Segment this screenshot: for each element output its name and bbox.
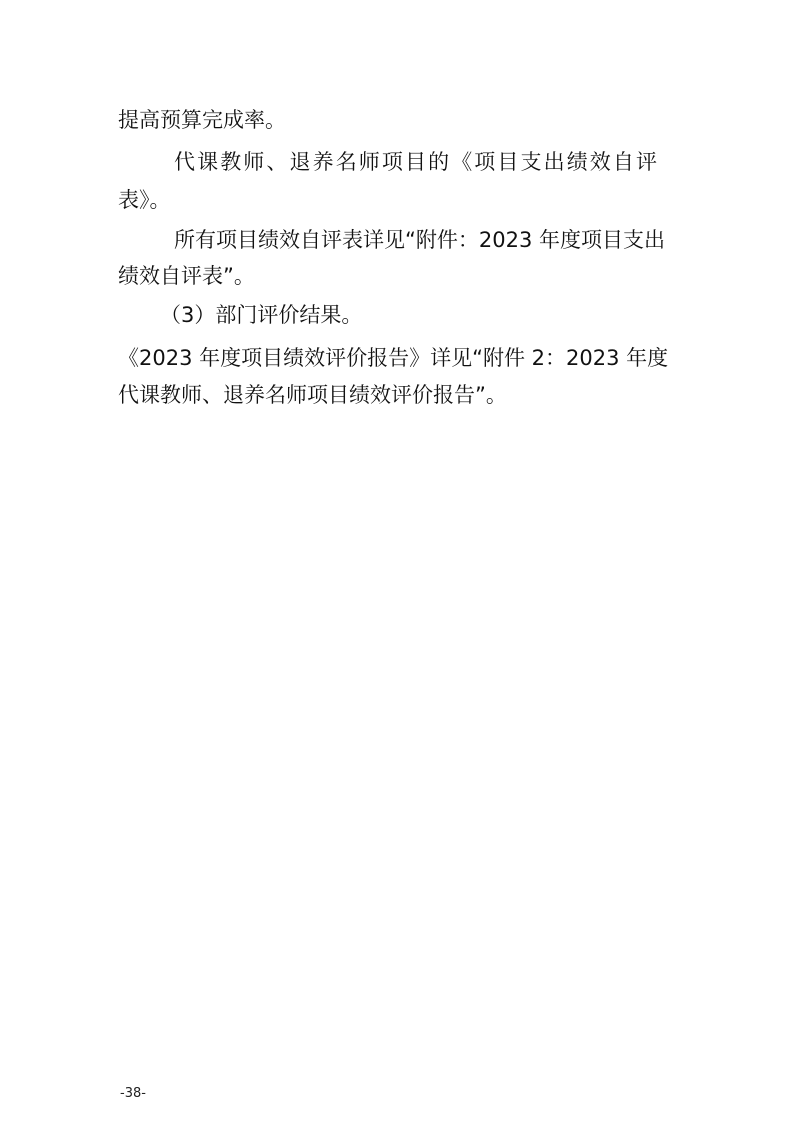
text-line: 提高预算完成率。: [118, 108, 286, 132]
text-line: 《2023 年度项目绩效评价报告》详见“附件 2：2023 年度: [118, 346, 669, 370]
page-number: -38-: [120, 1086, 146, 1101]
text-line: 所有项目绩效自评表详见“附件：2023 年度项目支出: [174, 228, 665, 252]
section-heading: （3）部门评价结果。: [160, 303, 363, 327]
text-line: 绩效自评表”。: [118, 264, 255, 288]
text-line: 表》。: [118, 188, 171, 212]
text-line: 代课教师、退养名师项目绩效评价报告”。: [118, 383, 507, 407]
text-line: 代课教师、退养名师项目的《项目支出绩效自评: [174, 150, 660, 174]
